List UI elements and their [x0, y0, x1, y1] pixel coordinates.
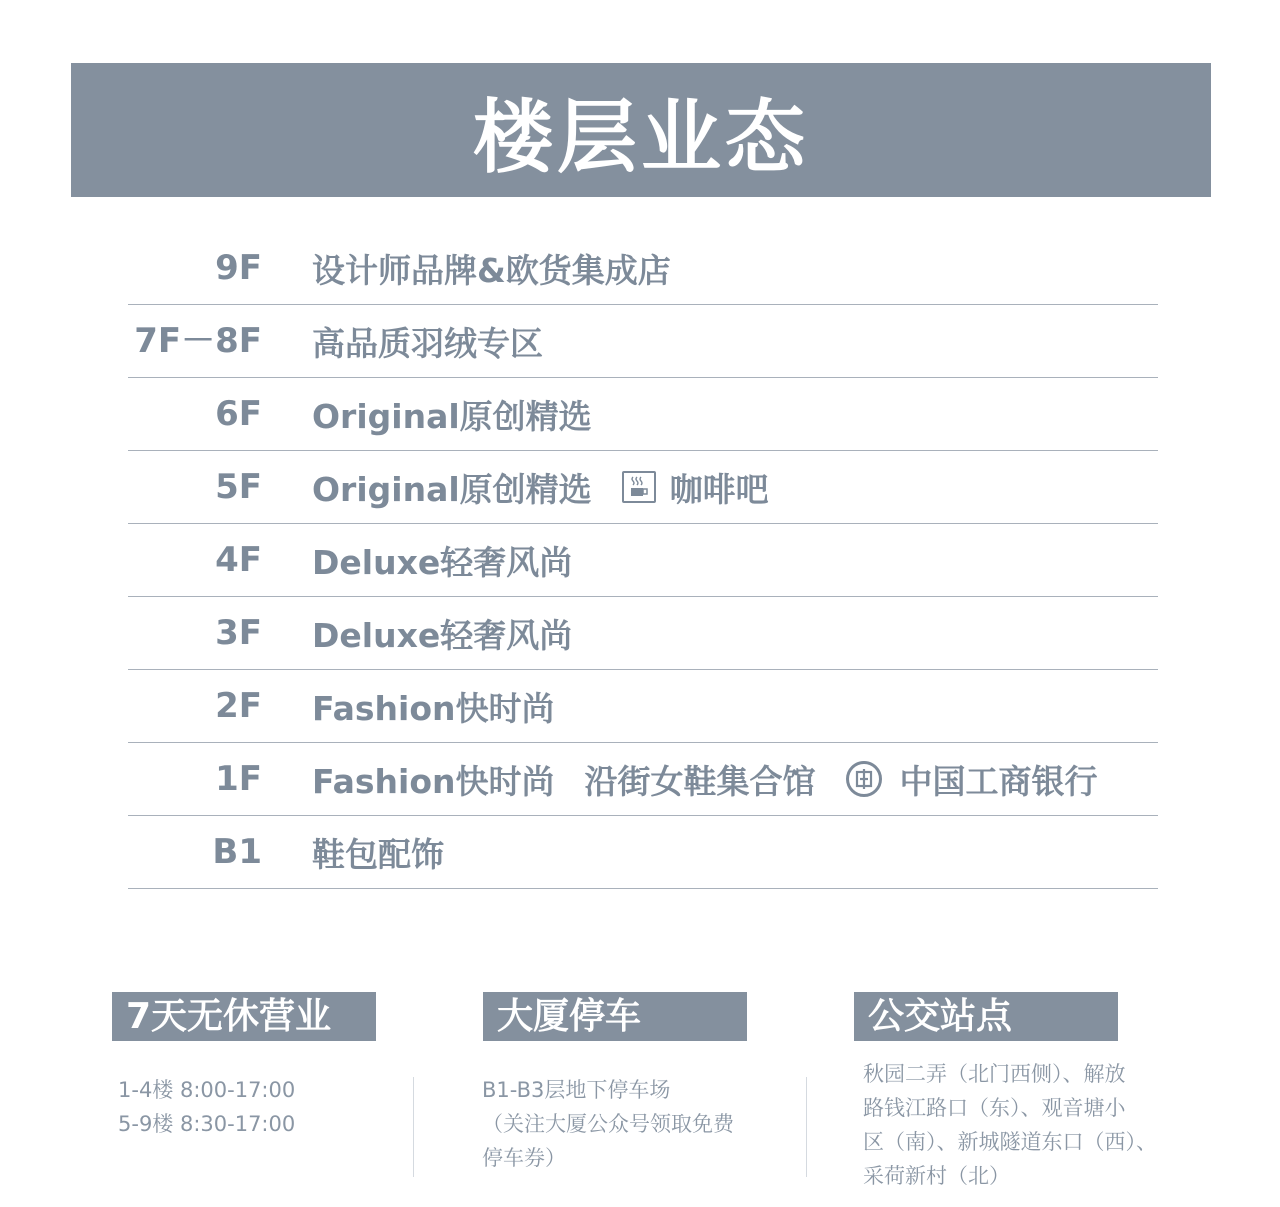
bus-line: 秋园二弄（北门西侧）、解放: [863, 1062, 1126, 1086]
floor-row-5f: [128, 451, 1158, 524]
floor-row-2f: [128, 670, 1158, 743]
page-title: 楼层业态: [473, 90, 809, 184]
floor-row-6f: [128, 378, 1158, 451]
floor-label: 9F: [215, 248, 262, 288]
floor-label: 1F: [215, 759, 262, 799]
parking-line: 停车券）: [482, 1146, 566, 1170]
parking-text: [482, 1073, 734, 1175]
floor-label: B1: [212, 832, 262, 872]
column-divider: [806, 1077, 807, 1177]
coffee-bar-label: 咖啡吧: [669, 469, 769, 509]
floor-row-1f: [128, 743, 1158, 816]
hours-heading: 7天无休营业: [112, 992, 376, 1041]
bus-heading: 公交站点: [854, 992, 1118, 1041]
floor-description: [312, 378, 622, 450]
bus-line: 路钱江路口（东）、观音塘小: [863, 1096, 1126, 1120]
floor-category: 高品质羽绒专区: [312, 323, 543, 363]
floor-row-9f: [128, 232, 1158, 305]
parking-heading: 大厦停车: [483, 992, 747, 1041]
icbc-bank-icon: [846, 761, 882, 797]
floor-category: Original原创精选: [312, 396, 592, 436]
floor-description: [312, 597, 602, 669]
hours-line: 1-4楼 8:00-17:00: [118, 1078, 296, 1102]
floor-category: 鞋包配饰: [312, 834, 444, 874]
floor-description: [312, 670, 585, 742]
floor-category: 沿街女鞋集合馆: [584, 761, 816, 801]
floor-description: [312, 816, 474, 888]
floor-description: [312, 524, 602, 596]
floor-row-b1: [128, 816, 1158, 889]
floor-description: [312, 232, 701, 304]
floor-row-7f-8f: [128, 305, 1158, 378]
hours-text: [118, 1073, 295, 1141]
bank-label: 中国工商银行: [899, 761, 1098, 801]
floor-category: Deluxe轻奢风尚: [312, 542, 573, 582]
floor-category: Deluxe轻奢风尚: [312, 615, 573, 655]
floor-label: 4F: [215, 540, 262, 580]
floor-description: [312, 451, 769, 523]
floor-category: Fashion快时尚: [312, 761, 555, 801]
floor-label: 6F: [215, 394, 262, 434]
parking-line: B1-B3层地下停车场: [482, 1078, 671, 1102]
floor-description: [312, 743, 1098, 815]
floor-label: 3F: [215, 613, 262, 653]
parking-line: （关注大厦公众号领取免费: [482, 1112, 734, 1136]
bus-text: [863, 1057, 1157, 1193]
header-banner: [71, 63, 1211, 197]
floor-label: 7F－8F: [134, 321, 262, 361]
column-divider: [413, 1077, 414, 1177]
floor-description: [312, 305, 573, 377]
floor-row-3f: [128, 597, 1158, 670]
bus-line: 区（南）、新城隧道东口（西）、: [863, 1130, 1157, 1154]
hours-line: 5-9楼 8:30-17:00: [118, 1112, 296, 1136]
floor-directory: [128, 232, 1158, 889]
floor-label: 5F: [215, 467, 262, 507]
coffee-cup-icon: [622, 471, 656, 503]
floor-category: Original原创精选: [312, 469, 592, 509]
bus-line: 采荷新村（北）: [863, 1164, 1010, 1188]
floor-row-4f: [128, 524, 1158, 597]
floor-category: 设计师品牌&欧货集成店: [312, 250, 671, 290]
floor-label: 2F: [215, 686, 262, 726]
floor-category: Fashion快时尚: [312, 688, 555, 728]
